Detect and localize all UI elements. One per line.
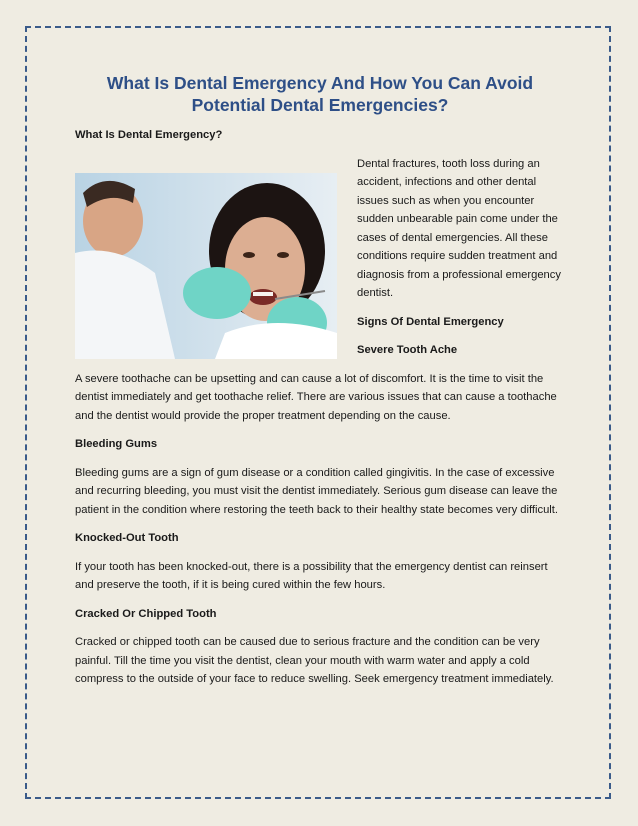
- heading-cracked-tooth: Cracked Or Chipped Tooth: [75, 607, 217, 620]
- heading-bleeding-gums: Bleeding Gums: [75, 438, 158, 450]
- heading-severe-tooth-ache: Severe Tooth Ache: [357, 344, 458, 356]
- knocked-out-paragraph: If your tooth has been knocked-out, there is a possibility that the emergency dentist can reinsert and preserve the tooth, if it is being cured within the few hours.: [75, 560, 548, 591]
- dentist-patient-illustration: [75, 173, 337, 359]
- heading-knocked-out: Knocked-Out Tooth: [75, 532, 179, 544]
- heading-what-is: What Is Dental Emergency?: [75, 129, 223, 141]
- intro-paragraph: Dental fractures, tooth loss during an accident, infections and other dental issues such as when you encounter sudden unbearable pain come under the cases of dental emergencies. All these conditions require sudden treatment and diagnosis from a professional emergency dentist.: [357, 157, 561, 299]
- document-body: [75, 72, 565, 689]
- cracked-tooth-paragraph: Cracked or chipped tooth can be caused due to serious fracture and the condition can be very painful. Till the time you visit the dentist, clean your mouth with warm water and apply a cold compress to the outside of your face to reduce swelling. Seek emergency treatment immediately.: [75, 636, 554, 685]
- dentist-patient-photo: [75, 173, 337, 359]
- bleeding-gums-paragraph: Bleeding gums are a sign of gum disease or a condition called gingivitis. In the case of excessive and recurring bleeding, you must visit the dentist immediately. Serious gum disease can leave the patient in the condition where restoring the teeth back to their healthy state becomes very difficult.: [75, 466, 558, 516]
- heading-signs: Signs Of Dental Emergency: [357, 315, 504, 328]
- intro-with-photo: [75, 155, 565, 426]
- page-title: What Is Dental Emergency And How You Can Avoid Potential Dental Emergencies?: [106, 73, 534, 115]
- toothache-paragraph: A severe toothache can be upsetting and can cause a lot of discomfort. It is the time to visit the dentist immediately and get toothache relief. There are various issues that can cause a toothache and the dentist would provide the proper treatment depending on the cause.: [75, 372, 557, 422]
